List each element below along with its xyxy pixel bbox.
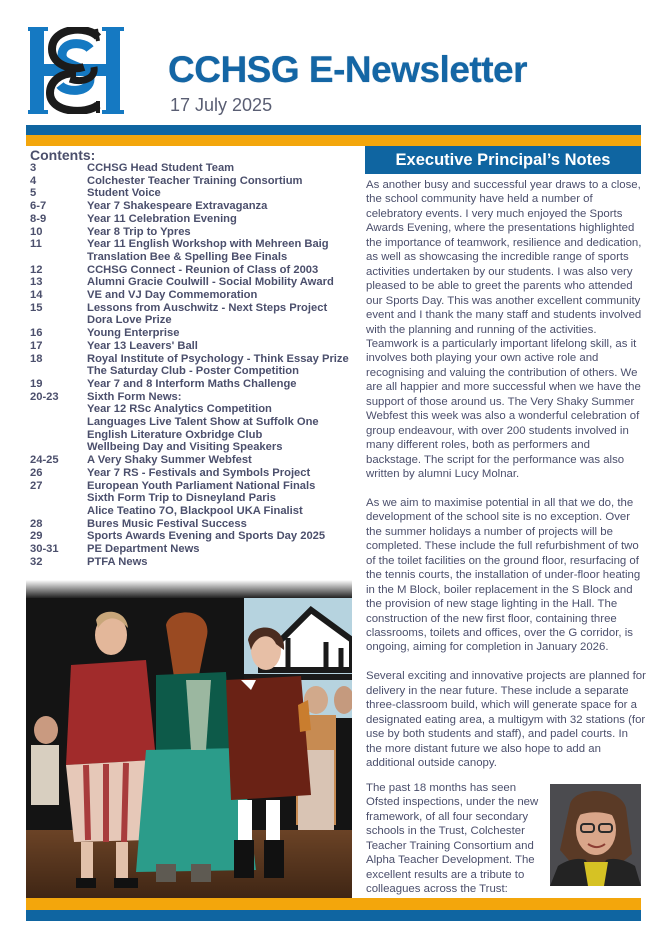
toc-page-number: 15	[30, 301, 43, 314]
toc-page-number: 26	[30, 466, 43, 479]
toc-title: Royal Institute of Psychology - Think Essay Prize	[87, 352, 349, 365]
toc-title: European Youth Parliament National Finals	[87, 479, 316, 492]
toc-row[interactable]	[30, 518, 350, 531]
toc-titles	[87, 480, 315, 518]
toc-titles	[87, 175, 303, 188]
toc-page-number: 30-31	[30, 543, 59, 556]
toc-row[interactable]	[30, 327, 350, 340]
toc-title: Lessons from Auschwitz - Next Steps Project	[87, 301, 328, 314]
toc-row[interactable]	[30, 175, 350, 188]
footer-divider-blue	[26, 910, 641, 921]
toc-row[interactable]	[30, 200, 350, 213]
toc-titles	[87, 518, 247, 531]
toc-titles	[87, 327, 179, 340]
toc-titles	[87, 543, 200, 556]
toc-title: Translation Bee & Spelling Bee Finals	[87, 250, 288, 263]
principal-notes-body	[366, 178, 646, 785]
toc-row[interactable]	[30, 378, 350, 391]
toc-title: Alumni Gracie Coulwill - Social Mobility Award	[87, 276, 334, 289]
toc-title: The Saturday Club - Poster Competition	[87, 365, 299, 378]
header-divider-blue	[26, 125, 641, 135]
notes-paragraph-3: Several exciting and innovative projects are planned for delivery in the near future. These include a separate three-classroom build, which will generate space for a designated eating area, a multigym with 32 stations (for use by both students and staff), and padel courts. In the more distant future we also hope to add an additional outside canopy.	[366, 670, 646, 770]
toc-title: Dora Love Prize	[87, 314, 172, 327]
toc-row[interactable]	[30, 391, 350, 455]
toc-title: Year 11 English Workshop with Mehreen Baig	[87, 238, 329, 251]
toc-title: Year 11 Celebration Evening	[87, 212, 237, 225]
toc-titles	[87, 187, 161, 200]
toc-titles	[87, 162, 234, 175]
toc-title: Year 7 RS - Festivals and Symbols Project	[87, 466, 311, 479]
toc-titles	[87, 289, 257, 302]
toc-row[interactable]	[30, 162, 350, 175]
notes-paragraph-4: The past 18 months has seen Ofsted inspections, under the new framework, of all four secondary schools in the Trust, Colchester Teacher Training Consortium and Alpha Teacher Development. The excellent results are a tribute to colleagues across the Trust:	[366, 782, 539, 896]
toc-page-number: 24-25	[30, 454, 59, 467]
toc-titles	[87, 353, 349, 378]
toc-titles	[87, 556, 148, 569]
toc-titles	[87, 530, 325, 543]
toc-row[interactable]	[30, 264, 350, 277]
toc-title: Languages Live Talent Show at Suffolk One	[87, 416, 319, 429]
toc-row[interactable]	[30, 302, 350, 327]
toc-title: PE Department News	[87, 543, 200, 556]
toc-title: Bures Music Festival Success	[87, 517, 247, 530]
toc-page-number: 14	[30, 289, 43, 302]
toc-page-number: 19	[30, 377, 43, 390]
contents-heading: Contents:	[30, 147, 96, 163]
toc-page-number: 3	[30, 162, 37, 174]
toc-titles	[87, 467, 310, 480]
toc-row[interactable]	[30, 454, 350, 467]
toc-page-number: 16	[30, 327, 43, 340]
toc-title: PTFA News	[87, 555, 148, 568]
toc-page-number: 18	[30, 352, 43, 365]
toc-row[interactable]	[30, 543, 350, 556]
toc-title: VE and VJ Day Commemoration	[87, 289, 258, 302]
toc-page-number: 6-7	[30, 200, 47, 213]
school-logo	[28, 27, 124, 114]
toc-title: Young Enterprise	[87, 327, 180, 340]
toc-titles	[87, 454, 252, 467]
toc-title: Sports Awards Evening and Sports Day 2025	[87, 530, 326, 543]
toc-titles	[87, 200, 267, 213]
toc-row[interactable]	[30, 213, 350, 226]
toc-row[interactable]	[30, 276, 350, 289]
toc-row[interactable]	[30, 187, 350, 200]
toc-titles	[87, 276, 334, 289]
toc-titles	[87, 378, 297, 391]
toc-page-number: 12	[30, 263, 43, 276]
toc-title: Colchester Teacher Training Consortium	[87, 174, 303, 187]
toc-row[interactable]	[30, 556, 350, 569]
toc-title: Sixth Form News:	[87, 390, 182, 403]
header-divider-orange	[26, 135, 641, 146]
logo-h-left-stem	[30, 27, 44, 114]
toc-row[interactable]	[30, 340, 350, 353]
toc-row[interactable]	[30, 289, 350, 302]
toc-row[interactable]	[30, 238, 350, 263]
toc-page-number: 11	[30, 238, 42, 251]
notes-paragraph-2: As we aim to maximise potential in all that we do, the development of the school site is no exception. Over the summer holidays a number of projects will be completed. These include the full refurbishment of two of the toilet facilities on the ground floor, resurfacing of the tennis courts, the installation of under-floor heating in the M Block, boiler replacement in the S Block and the provision of new stage lighting in the Hall. The construction of the new first floor, containing three classrooms, toilets and offices, over the G corridor, is ongoing, aiming for completion in January 2026.	[366, 496, 641, 654]
toc-titles	[87, 213, 237, 226]
toc-title: Student Voice	[87, 187, 161, 200]
shakespeare-performance-photo	[26, 580, 352, 900]
newsletter-title: CCHSG E-Newsletter	[168, 49, 528, 90]
contents-list	[30, 148, 350, 569]
toc-page-number: 17	[30, 339, 43, 352]
toc-title: A Very Shaky Summer Webfest	[87, 454, 252, 467]
toc-title: Year 7 Shakespeare Extravaganza	[87, 200, 268, 213]
toc-page-number: 4	[30, 174, 37, 187]
toc-titles	[87, 226, 191, 239]
toc-title: Wellbeing Day and Visiting Speakers	[87, 441, 283, 454]
toc-page-number: 8-9	[30, 212, 47, 225]
toc-rows	[30, 162, 350, 569]
logo-h-right-stem	[106, 27, 120, 114]
toc-title: English Literature Oxbridge Club	[87, 428, 263, 441]
toc-title: Year 8 Trip to Ypres	[87, 225, 191, 238]
toc-page-number: 5	[30, 187, 37, 200]
toc-titles	[87, 264, 318, 277]
toc-title: Alice Teatino 7O, Blackpool UKA Finalist	[87, 504, 303, 517]
toc-titles	[87, 238, 329, 263]
executive-principal-portrait	[550, 784, 641, 886]
toc-title: Year 13 Leavers' Ball	[87, 339, 198, 352]
toc-title: Year 7 and 8 Interform Maths Challenge	[87, 377, 297, 390]
toc-page-number: 10	[30, 225, 43, 238]
toc-row[interactable]	[30, 480, 350, 518]
toc-title: CCHSG Connect - Reunion of Class of 2003	[87, 263, 319, 276]
toc-row[interactable]	[30, 353, 350, 378]
toc-row[interactable]	[30, 530, 350, 543]
toc-titles	[87, 302, 327, 327]
footer-divider-orange	[26, 898, 641, 910]
toc-title: Year 12 RSc Analytics Competition	[87, 403, 272, 416]
toc-title: CCHSG Head Student Team	[87, 162, 235, 174]
toc-page-number: 28	[30, 517, 43, 530]
toc-page-number: 27	[30, 479, 43, 492]
toc-page-number: 29	[30, 530, 43, 543]
newsletter-date: 17 July 2025	[170, 95, 273, 115]
toc-row[interactable]	[30, 467, 350, 480]
toc-title: Sixth Form Trip to Disneyland Paris	[87, 492, 276, 505]
toc-page-number: 20-23	[30, 390, 59, 403]
toc-page-number: 13	[30, 276, 43, 289]
toc-titles	[87, 391, 319, 455]
toc-row[interactable]	[30, 226, 350, 239]
notes-paragraph-1: As another busy and successful year draws to a close, the school community have held a number of celebratory events. I very much enjoyed the Sports Awards Evening, where the presentations highlighted the importance of teamwork, resilience and dedication, as well as showcasing the incredible range of sports activities undertaken by our students. I was also very pleased to be able to greet the parents who attended our Sports Day. This was another excellent community event and I thank the many staff and students involved with the planning and running of the activities. Teamwork is a particularly important lifelong skill, as it involves both playing your own active role and recognising and valuing the contribution of others. We are all happier and more successful when we have the support of those around us. The Very Shaky Summer Webfest this week was also a wonderful celebration of group endeavour, with over 200 students involved in many different roles, both as performers and backstage. The script for the performance was also written by alumni Lucy Molnar.	[366, 179, 642, 481]
principal-notes-heading: Executive Principal’s Notes	[365, 146, 641, 174]
toc-page-number: 32	[30, 555, 43, 568]
toc-titles	[87, 340, 198, 353]
